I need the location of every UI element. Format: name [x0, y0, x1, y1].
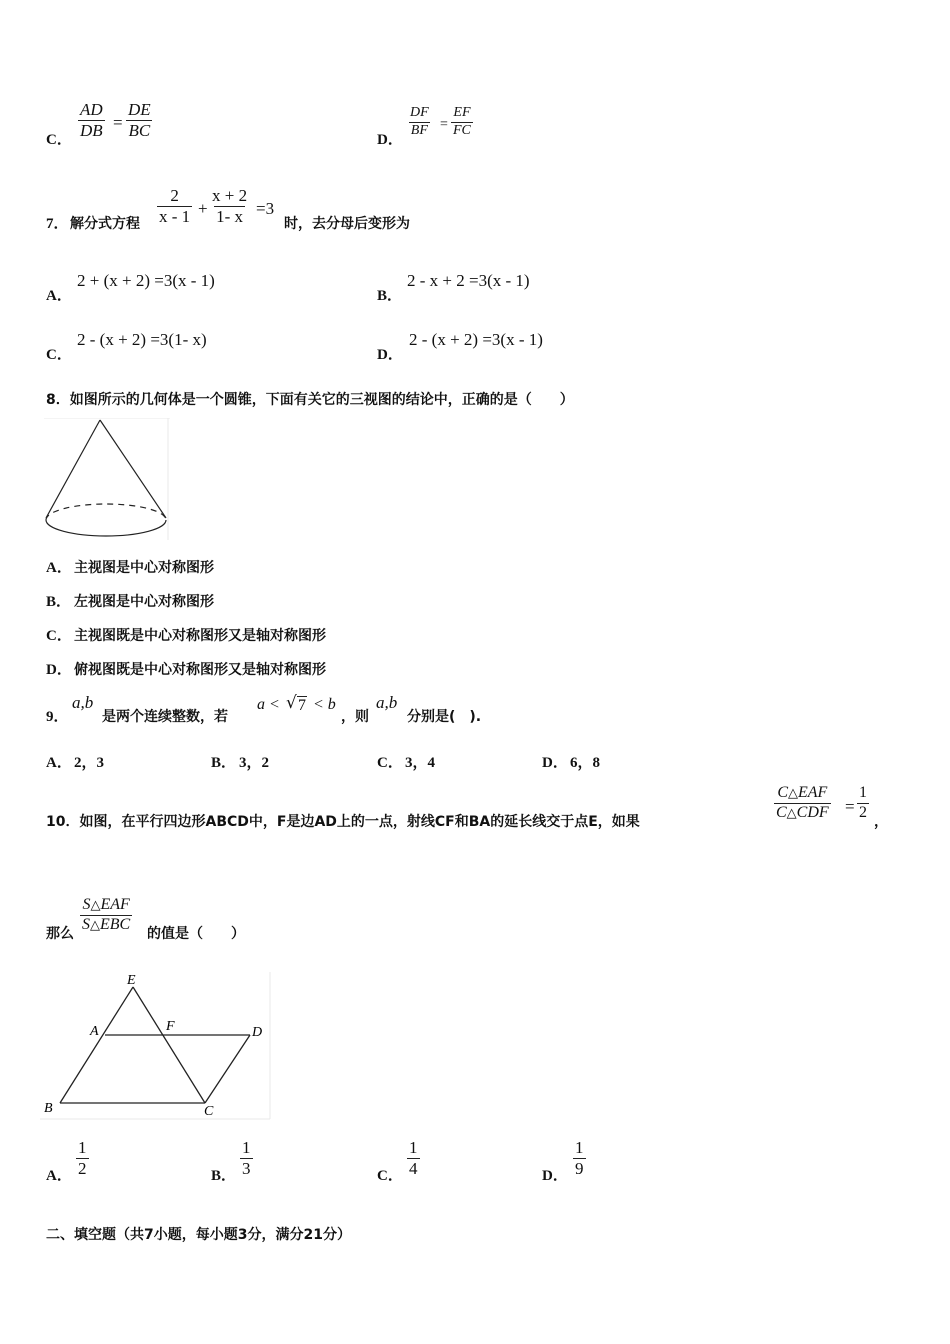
- option-c-fraction: $\frac{1}{4}$: [409, 1138, 418, 1178]
- point-label-f: F: [166, 1019, 175, 1034]
- equals-sign: =: [113, 113, 123, 132]
- fraction-one-half: $\frac{1}{2}$: [859, 784, 867, 821]
- option-label: A．: [46, 288, 72, 304]
- question-number: 9．: [46, 709, 69, 725]
- ratio-s-eaf-over-s-ebc: S△EAF S△EBC: [82, 896, 131, 933]
- question-stem-then: 那么: [46, 926, 74, 942]
- option-a-fraction: $\frac{1}{2}$: [78, 1138, 87, 1178]
- option-d-equation: 2 - (x + 2) =3(x - 1): [409, 330, 543, 349]
- sqrt-argument: 7: [298, 697, 306, 714]
- option-label: B．: [46, 594, 72, 610]
- point-label-e: E: [127, 973, 136, 988]
- point-label-b: B: [44, 1101, 53, 1116]
- question-stem: 8．如图所示的几何体是一个圆锥，下面有关它的三视图的结论中，正确的是（ ）: [46, 392, 574, 408]
- option-b-equation: 2 - x + 2 =3(x - 1): [407, 271, 530, 290]
- point-label-a: A: [90, 1024, 99, 1039]
- question-stem: 10．如图，在平行四边形ABCD中，F是边AD上的一点，射线CF和BA的延长线交于点E，如果: [46, 814, 640, 830]
- fraction-ad-db: $\frac{AD}{DB}$: [80, 100, 103, 140]
- sqrt-symbol: √: [286, 693, 297, 713]
- option-label: D．: [377, 347, 403, 363]
- option-label: D．: [542, 755, 568, 771]
- option-label: A．: [46, 560, 72, 576]
- option-text: 主视图是中心对称图形: [74, 560, 214, 576]
- option-text: 俯视图既是中心对称图形又是轴对称图形: [74, 662, 326, 678]
- variables-a-b: a,b: [72, 693, 94, 712]
- variables-a-b: a,b: [376, 693, 398, 712]
- option-text: 主视图既是中心对称图形又是轴对称图形: [74, 628, 326, 644]
- option-label: D．: [542, 1168, 568, 1184]
- equals-three: =3: [256, 199, 275, 218]
- option-label: C．: [377, 755, 403, 771]
- option-label: C．: [46, 347, 72, 363]
- option-text: 左视图是中心对称图形: [74, 594, 214, 610]
- option-label: A．: [46, 755, 72, 771]
- question-stem-suffix: 时，去分母后变形为: [284, 216, 410, 232]
- point-label-c: C: [204, 1104, 214, 1119]
- option-b-fraction: $\frac{1}{3}$: [242, 1138, 251, 1178]
- option-label: C．: [377, 1168, 403, 1184]
- fraction-2-over-x-minus-1: $\frac{2}{x - 1}$: [159, 186, 191, 226]
- option-label: C．: [46, 628, 72, 644]
- option-text: 2，3: [74, 755, 105, 771]
- inequality-right: < b: [313, 696, 336, 713]
- option-text: 3，2: [239, 755, 270, 771]
- fraction-df-bf: $\frac{DF}{BF}$: [410, 105, 429, 138]
- option-text: 6，8: [570, 755, 601, 771]
- section-heading: 二、填空题（共7小题，每小题3分，满分21分）: [46, 1227, 351, 1243]
- parallelogram-figure: [40, 972, 272, 1120]
- fraction-ef-fc: $\frac{EF}{FC}$: [453, 105, 471, 138]
- option-c-equation: 2 - (x + 2) =3(1- x): [77, 330, 207, 349]
- option-label: D．: [377, 132, 403, 148]
- point-label-d: D: [252, 1025, 263, 1040]
- equals-sign: =: [440, 117, 448, 132]
- option-d-fraction: $\frac{1}{9}$: [575, 1138, 584, 1178]
- question-stem-prefix: 解分式方程: [70, 216, 140, 232]
- question-stem-part2: ，则: [341, 709, 369, 725]
- option-label: D．: [46, 662, 72, 678]
- cone-figure: [44, 418, 170, 540]
- question-number: 7．: [46, 216, 69, 232]
- plus-sign: +: [198, 199, 208, 218]
- comma: ，: [874, 814, 888, 830]
- question-stem-tail: 的值是（ ）: [147, 926, 245, 942]
- option-text: 3，4: [405, 755, 436, 771]
- option-label: C．: [46, 132, 72, 148]
- fraction-x-plus-2-over-1-minus-x: $\frac{x + 2}{1- x}$: [212, 186, 248, 226]
- option-label: A．: [46, 1168, 72, 1184]
- question-stem-part1: 是两个连续整数，若: [102, 709, 228, 725]
- equals-sign: =: [845, 797, 855, 816]
- ratio-c-eaf-over-c-cdf: C△EAF C△CDF: [776, 784, 829, 821]
- fraction-de-bc: $\frac{DE}{BC}$: [128, 100, 151, 140]
- option-label: B．: [211, 755, 237, 771]
- option-label: B．: [377, 288, 403, 304]
- option-a-equation: 2 + (x + 2) =3(x - 1): [77, 271, 215, 290]
- option-label: B．: [211, 1168, 237, 1184]
- question-stem-part3: 分别是( ).: [407, 709, 482, 725]
- inequality-left: a <: [257, 696, 280, 713]
